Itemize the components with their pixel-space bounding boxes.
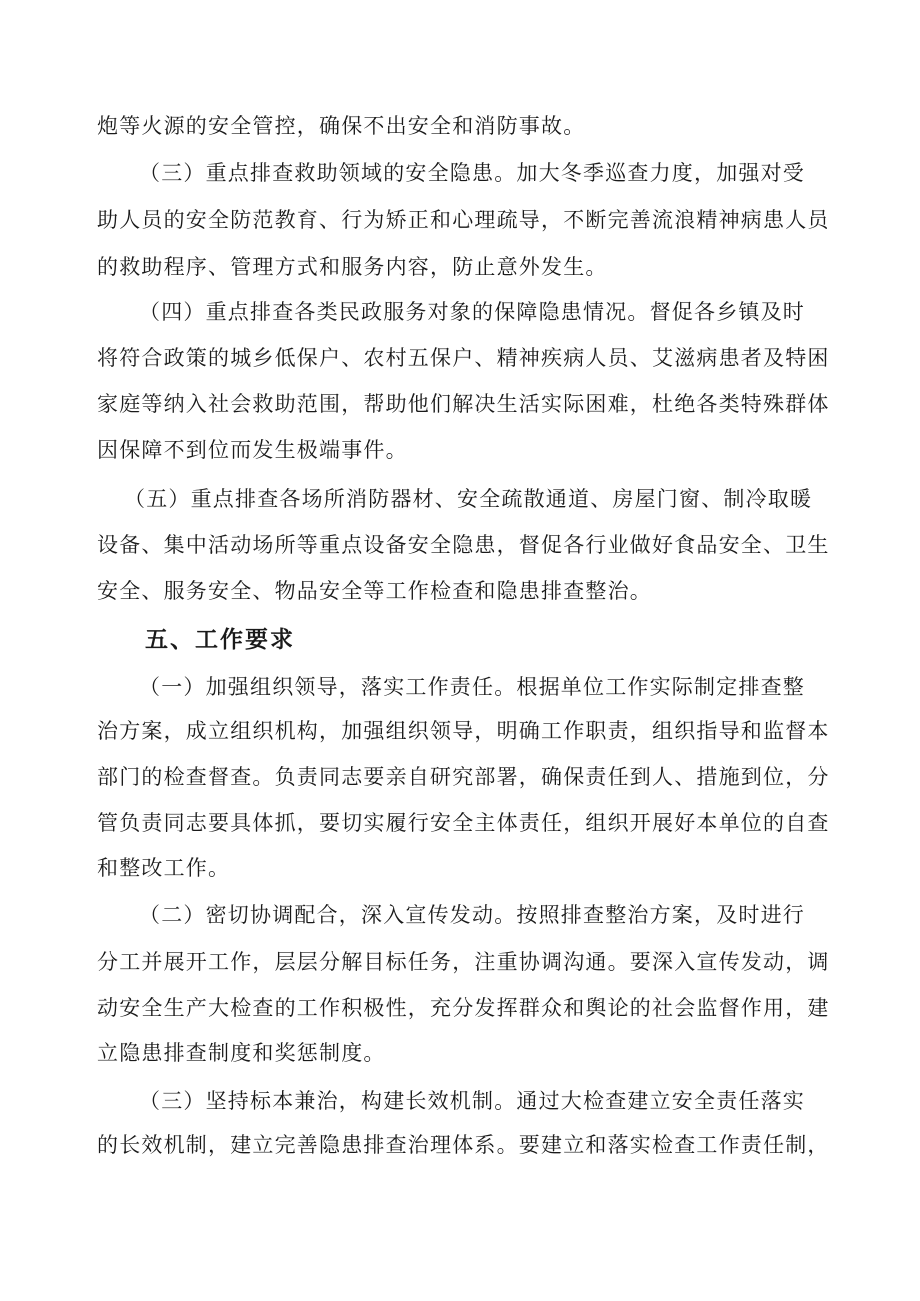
paragraph-line: （五）重点排查各场所消防器材、安全疏散通道、房屋门窗、制冷取暖 <box>124 487 813 511</box>
paragraph-line: 安全、服务安全、物品安全等工作检查和隐患排查整治。 <box>97 579 652 603</box>
paragraph-line: （四）重点排查各类民政服务对象的保障隐患情况。督促各乡镇及时 <box>139 300 805 324</box>
paragraph-line: 的救助程序、管理方式和服务内容，防止意外发生。 <box>97 255 608 279</box>
paragraph-line: 管负责同志要具体抓，要切实履行安全主体责任，组织开展好本单位的自查 <box>97 811 830 835</box>
paragraph-line: 分工并展开工作，层层分解目标任务，注重协调沟通。要深入宣传发动，调 <box>97 950 830 974</box>
paragraph-line: （二）密切协调配合，深入宣传发动。按照排查整治方案，及时进行 <box>139 903 805 927</box>
paragraph-line: （三）坚持标本兼治，构建长效机制。通过大检查建立安全责任落实 <box>139 1089 805 1113</box>
section-heading: 五、工作要求 <box>145 627 295 653</box>
paragraph-line: 治方案，成立组织机构，加强组织领导，明确工作职责，组织指导和监督本 <box>97 719 830 743</box>
paragraph-line: 立隐患排查制度和奖惩制度。 <box>97 1041 386 1065</box>
paragraph-line: 和整改工作。 <box>97 856 231 880</box>
paragraph-line: 因保障不到位而发生极端事件。 <box>97 438 408 462</box>
paragraph-line: 炮等火源的安全管控，确保不出安全和消防事故。 <box>97 114 586 138</box>
paragraph-line: 将符合政策的城乡低保户、农村五保户、精神疾病人员、艾滋病患者及特困 <box>97 346 830 370</box>
paragraph-line: 部门的检查督查。负责同志要亲自研究部署，确保责任到人、措施到位，分 <box>97 765 830 789</box>
paragraph-line: （三）重点排查救助领域的安全隐患。加大冬季巡查力度，加强对受 <box>139 161 805 185</box>
paragraph-line: 助人员的安全防范教育、行为矫正和心理疏导，不断完善流浪精神病患人员 <box>97 208 830 232</box>
paragraph-line: （一）加强组织领导，落实工作责任。根据单位工作实际制定排查整 <box>139 675 805 699</box>
paragraph-line: 的长效机制，建立完善隐患排查治理体系。要建立和落实检查工作责任制， <box>97 1133 830 1157</box>
paragraph-line: 动安全生产大检查的工作积极性，充分发挥群众和舆论的社会监督作用，建 <box>97 996 830 1020</box>
paragraph-line: 家庭等纳入社会救助范围，帮助他们解决生活实际困难，杜绝各类特殊群体 <box>97 392 830 416</box>
paragraph-line: 设备、集中活动场所等重点设备安全隐患，督促各行业做好食品安全、卫生 <box>97 533 830 557</box>
